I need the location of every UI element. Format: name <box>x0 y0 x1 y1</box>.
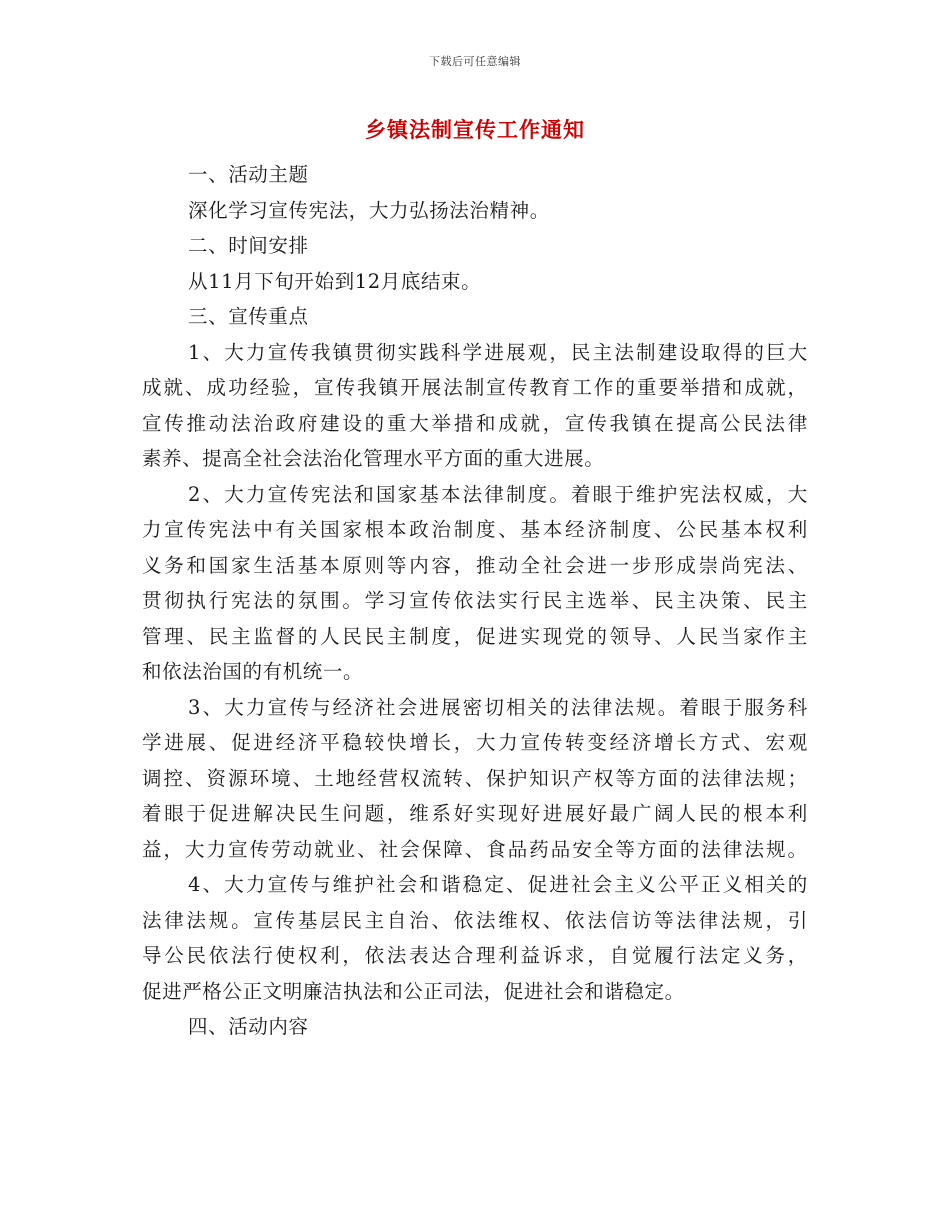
body-line: 3 、 大 力 宣 传 与 经 济 社 会 进 展 密 切 相 关 的 法 律 法 规 。 着 眼 于 服 务 科 <box>188 695 808 719</box>
body-line: 一、活动主题 <box>188 163 309 186</box>
body-line: 二、时间安排 <box>188 234 309 257</box>
body-line: 2 、 大 力 宣 传 宪 法 和 国 家 基 本 法 律 制 度 。 着 眼 于 维 护 宪 法 权 威 ， 大 <box>188 482 808 506</box>
body-line: 调 控 、 资 源 环 境 、 土 地 经 营 权 流 转 、 保 护 知 识 产 权 等 方 面 的 法 律 法 规 ； <box>142 766 808 790</box>
body-line: 义 务 和 国 家 生 活 基 本 原 则 等 内 容 ， 推 动 全 社 会 进 一 步 形 成 崇 尚 宪 法 、 <box>142 553 808 577</box>
body-line: 和依法治国的有机统一。 <box>142 660 364 683</box>
body-line: 力 宣 传 宪 法 中 有 关 国 家 根 本 政 治 制 度 、 基 本 经 济 制 度 、 公 民 基 本 权 利 <box>142 518 808 541</box>
document-body <box>142 157 808 1045</box>
body-line: 深化学习宣传宪法，大力弘扬法治精神。 <box>188 198 550 222</box>
body-line: 三、宣传重点 <box>188 305 309 328</box>
document-title: 乡镇法制宣传工作通知 <box>365 117 585 142</box>
body-line: 学 进 展 、 促 进 经 济 平 稳 较 快 增 长 ， 大 力 宣 传 转 变 经 济 增 长 方 式 、 宏 观 <box>142 731 808 754</box>
body-line: 1 、 大 力 宣 传 我 镇 贯 彻 实 践 科 学 进 展 观 ， 民 主 法 制 建 设 取 得 的 巨 大 <box>188 340 808 364</box>
body-line: 促进严格公正文明廉洁执法和公正司法，促进社会和谐稳定。 <box>142 979 685 1003</box>
body-line: 着 眼 于 促 进 解 决 民 生 问 题 ， 维 系 好 实 现 好 进 展 好 最 广 阔 人 民 的 根 本 利 <box>142 802 808 825</box>
body-line: 四、活动内容 <box>188 1015 309 1038</box>
body-line: 4 、 大 力 宣 传 与 维 护 社 会 和 谐 稳 定 、 促 进 社 会 主 义 公 平 正 义 相 关 的 <box>188 873 808 896</box>
body-line: 从11月下旬开始到12月底结束。 <box>188 269 482 293</box>
body-line: 管 理 、 民 主 监 督 的 人 民 民 主 制 度 ， 促 进 实 现 党 的 领 导 、 人 民 当 家 作 主 <box>142 624 808 648</box>
body-line: 成 就 、 成 功 经 验 ， 宣 传 我 镇 开 展 法 制 宣 传 教 育 工 作 的 重 要 举 措 和 成 就 ， <box>142 376 808 399</box>
body-line: 宣 传 推 动 法 治 政 府 建 设 的 重 大 举 措 和 成 就 ， 宣 传 我 镇 在 提 高 公 民 法 律 <box>142 411 808 435</box>
page-header: 下载后可任意编辑 <box>429 55 521 68</box>
body-line: 法 律 法 规 。 宣 传 基 层 民 主 自 治 、 依 法 维 权 、 依 法 信 访 等 法 律 法 规 ， 引 <box>142 908 808 932</box>
body-line: 益 ， 大 力 宣 传 劳 动 就 业 、 社 会 保 障 、 食 品 药 品 安 全 等 方 面 的 法 律 法 规 。 <box>142 837 808 861</box>
body-line: 素养、提高全社会法治化管理水平方面的重大进展。 <box>142 447 605 470</box>
body-line: 导 公 民 依 法 行 使 权 利 ， 依 法 表 达 合 理 利 益 诉 求 ， 自 觉 履 行 法 定 义 务 ， <box>142 944 808 967</box>
body-line: 贯 彻 执 行 宪 法 的 氛 围 。 学 习 宣 传 依 法 实 行 民 主 选 举 、 民 主 决 策 、 民 主 <box>142 589 808 612</box>
